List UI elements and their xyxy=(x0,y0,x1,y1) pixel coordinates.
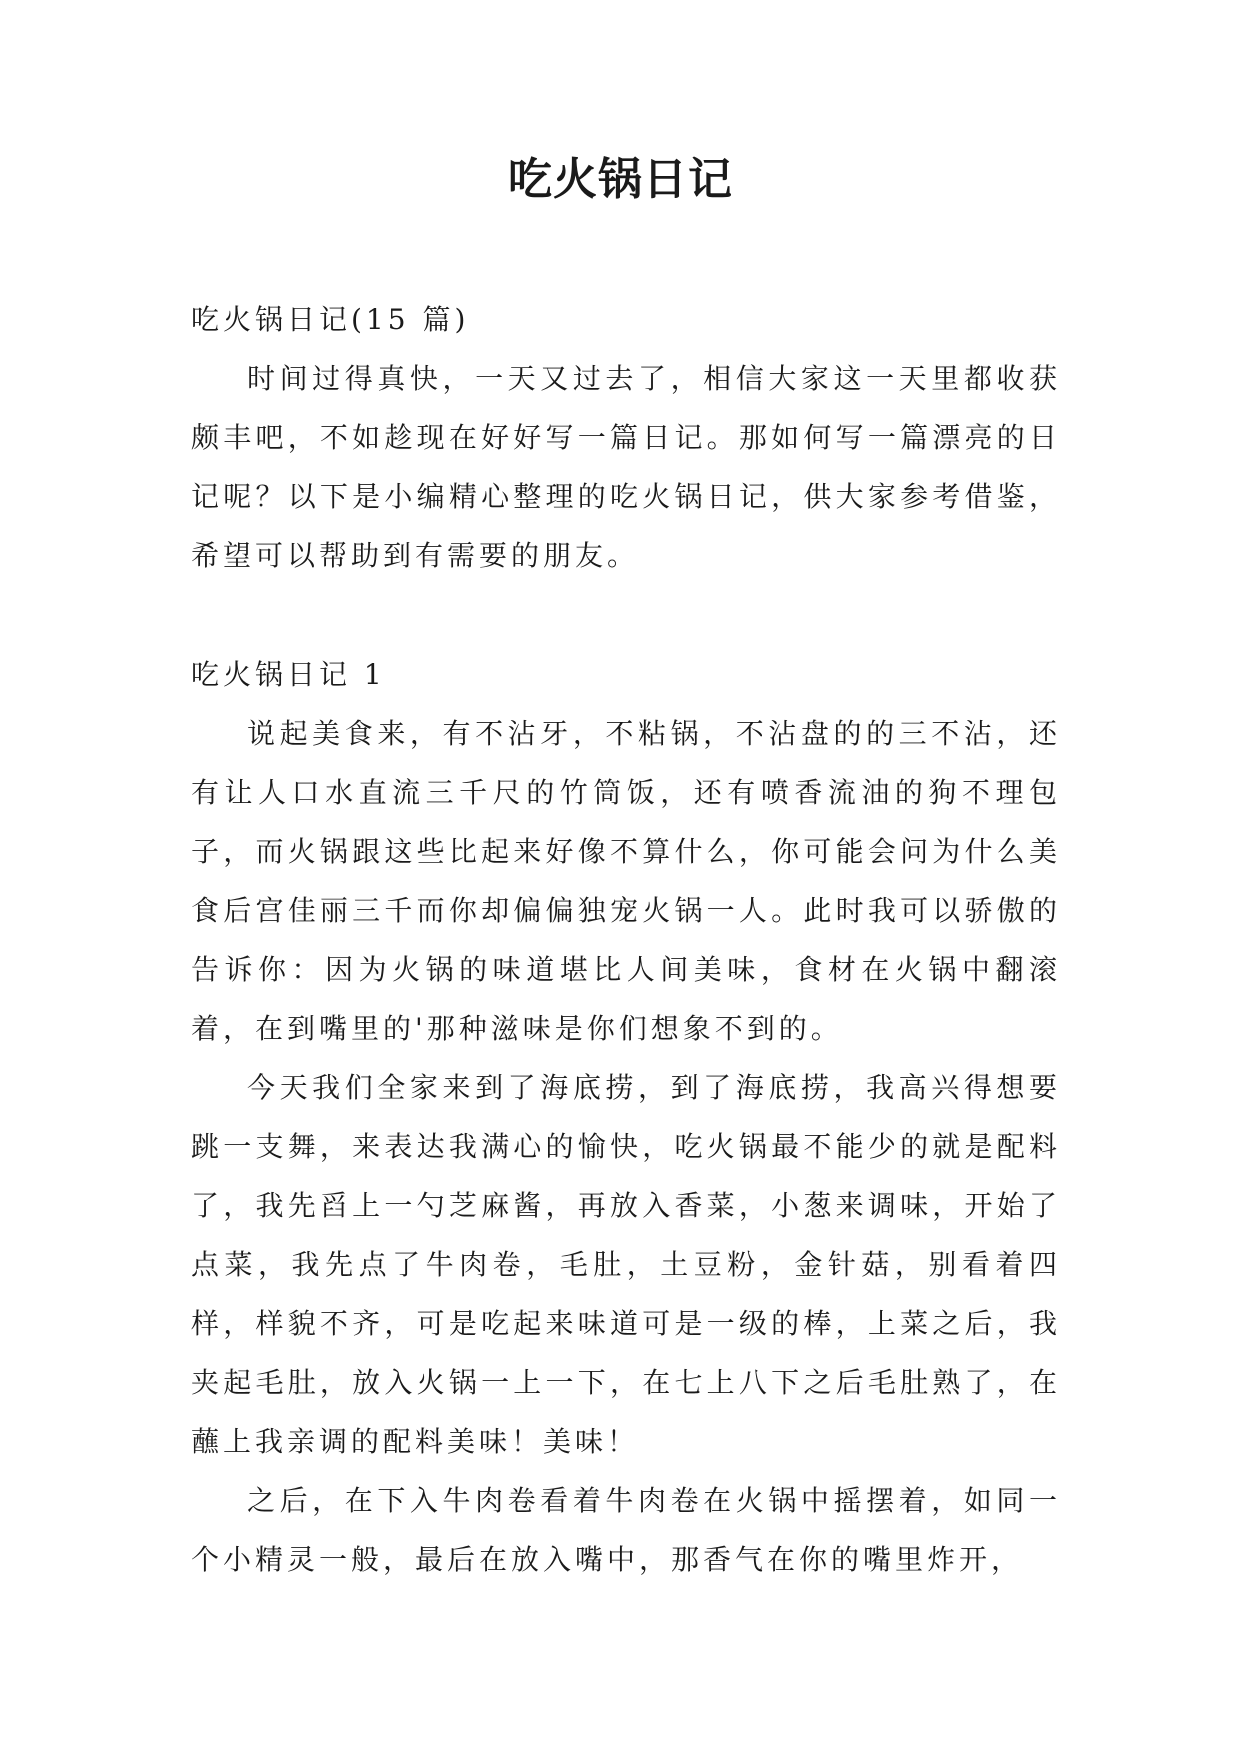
section-paragraph: 说起美食来，有不沾牙，不粘锅，不沾盘的的三不沾，还有让人口水直流三千尺的竹筒饭，还有喷香流油的狗不理包子，而火锅跟这些比起来好像不算什么，你可能会问为什么美食后宫佳丽三千而你却偏偏独宠火锅一人。此时我可以骄傲的告诉你：因为火锅的味道堪比人间美味，食材在火锅中翻滚着，在到嘴里的'那种滋味是你们想象不到的。 xyxy=(191,717,1061,1045)
document-title: 吃火锅日记 xyxy=(508,154,733,205)
document-body xyxy=(191,290,1061,1589)
section-heading: 吃火锅日记 1 xyxy=(191,658,386,691)
section-paragraph: 之后，在下入牛肉卷看着牛肉卷在火锅中摇摆着，如同一个小精灵一般，最后在放入嘴中，那香气在你的嘴里炸开， xyxy=(191,1484,1061,1576)
intro-paragraph: 时间过得真快，一天又过去了，相信大家这一天里都收获颇丰吧，不如趁现在好好写一篇日记。那如何写一篇漂亮的日记呢？以下是小编精心整理的吃火锅日记，供大家参考借鉴，希望可以帮助到有需要的朋友。 xyxy=(191,362,1061,572)
section-spacer xyxy=(191,585,1061,645)
section-paragraph: 今天我们全家来到了海底捞，到了海底捞，我高兴得想要跳一支舞，来表达我满心的愉快，吃火锅最不能少的就是配料了，我先舀上一勺芝麻酱，再放入香菜，小葱来调味，开始了点菜，我先点了牛肉卷，毛肚，土豆粉，金针菇，别看着四样，样貌不齐，可是吃起来味道可是一级的棒，上菜之后，我夹起毛肚，放入火锅一上一下，在七上八下之后毛肚熟了，在蘸上我亲调的配料美味！美味！ xyxy=(191,1071,1061,1458)
document-subtitle: 吃火锅日记(15 篇) xyxy=(191,303,470,336)
